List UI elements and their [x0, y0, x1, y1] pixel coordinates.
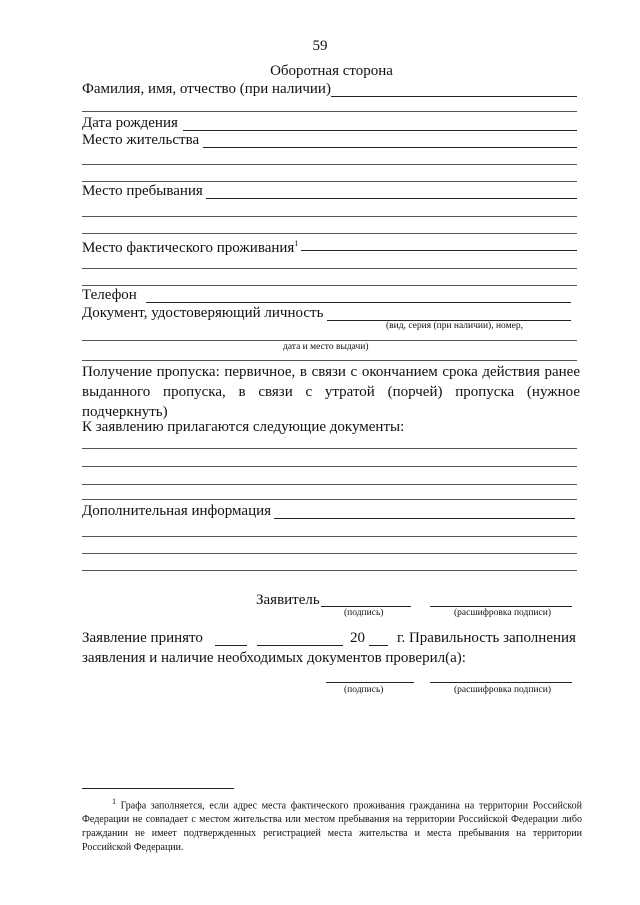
applicant-signature-hint: (подпись) [344, 608, 384, 618]
stay-place-label: Место пребывания [82, 183, 203, 199]
actual-residence-line-2[interactable] [82, 268, 577, 269]
actual-residence-label: Место фактического проживания$^1$ [82, 239, 299, 256]
stay-place-line-3[interactable] [82, 233, 577, 234]
residence-line[interactable] [203, 147, 577, 148]
additional-info-line-3[interactable] [82, 553, 577, 554]
acceptance-prefix: Заявление принято [82, 630, 203, 646]
footnote-mark: 1 [112, 797, 116, 806]
full-name-label: Фамилия, имя, отчество (при наличии) [82, 81, 331, 97]
phone-line[interactable] [146, 302, 571, 303]
applicant-signature-line[interactable] [321, 606, 411, 607]
attachments-line-2[interactable] [82, 466, 577, 467]
stay-place-line[interactable] [206, 198, 577, 199]
acceptance-day-line[interactable] [215, 645, 247, 646]
acceptance-year-prefix: 20 [350, 630, 365, 646]
footnote-separator [82, 788, 234, 789]
checker-signature-hint: (подпись) [344, 685, 384, 695]
stay-place-line-2[interactable] [82, 216, 577, 217]
attachments-line-1[interactable] [82, 448, 577, 449]
acceptance-month-line[interactable] [257, 645, 343, 646]
acceptance-year-suffix: г. Правильность заполнения [397, 630, 576, 646]
additional-info-line-2[interactable] [82, 536, 577, 537]
acceptance-year-line[interactable] [369, 645, 388, 646]
birth-date-line[interactable] [183, 130, 577, 131]
birth-date-label: Дата рождения [82, 115, 178, 131]
footnote [82, 795, 582, 855]
id-document-hint-2: дата и место выдачи) [283, 342, 369, 352]
footnote-text: Графа заполняется, если адрес места фактического проживания гражданина на территории Российской Федерации не совпадает с местом жительства или местом пребывания на территории Российской Федерации либо гражданин не имеет подтвержденных регистрацией места жительства и места пребывания на территории Российской Федерации. [82, 800, 582, 854]
additional-info-label: Дополнительная информация [82, 503, 272, 519]
id-document-hint-1: (вид, серия (при наличии), номер, [386, 321, 523, 331]
applicant-label: Заявитель [256, 592, 320, 608]
page-number: 59 [312, 38, 328, 54]
checker-decoding-hint: (расшифровка подписи) [454, 685, 551, 695]
residence-line-2[interactable] [82, 164, 577, 165]
footnote-ref-mark: 1 [294, 239, 299, 248]
phone-label: Телефон [82, 287, 137, 303]
applicant-decoding-line[interactable] [430, 606, 572, 607]
additional-info-line-4[interactable] [82, 570, 577, 571]
full-name-line[interactable] [331, 96, 577, 97]
checker-decoding-line[interactable] [430, 682, 572, 683]
residence-label: Место жительства [82, 132, 200, 148]
full-name-line-2[interactable] [82, 111, 577, 112]
applicant-decoding-hint: (расшифровка подписи) [454, 608, 551, 618]
pass-receipt-paragraph: Получение пропуска: первичное, в связи с окончанием срока действия ранее выданного пропуска, в связи с утратой (порчей) пропуска (нужное подчеркнуть) [82, 364, 580, 420]
actual-residence-line[interactable] [301, 250, 577, 251]
page-title: Оборотная сторона [270, 63, 393, 79]
residence-line-3[interactable] [82, 181, 577, 182]
attachments-label: К заявлению прилагаются следующие документы: [82, 419, 405, 435]
id-document-label: Документ, удостоверяющий личность [82, 305, 324, 321]
acceptance-line-2: заявления и наличие необходимых документов проверил(а): [82, 650, 466, 666]
actual-residence-line-3[interactable] [82, 285, 577, 286]
id-document-line-3[interactable] [82, 360, 577, 361]
attachments-line-3[interactable] [82, 484, 577, 485]
checker-signature-line[interactable] [326, 682, 414, 683]
id-document-line-2[interactable] [82, 340, 577, 341]
attachments-line-4[interactable] [82, 499, 577, 500]
additional-info-line[interactable] [274, 518, 575, 519]
